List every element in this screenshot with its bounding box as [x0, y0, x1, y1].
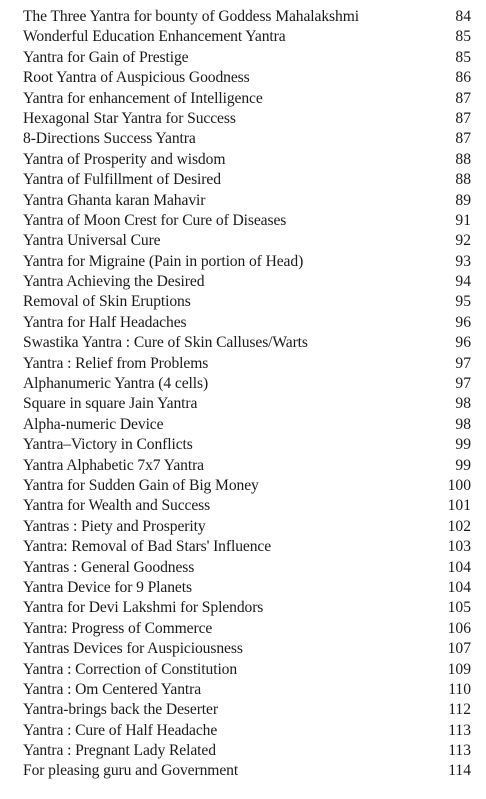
- toc-entry-page-number: 93: [455, 252, 471, 270]
- toc-entry-title: Square in square Jain Yantra: [23, 395, 198, 413]
- toc-entry-title: Yantras Devices for Auspiciousness: [23, 640, 243, 658]
- toc-entry: [0, 761, 486, 781]
- toc-entry: [0, 292, 486, 312]
- toc-entry-page-number: 91: [455, 211, 471, 229]
- toc-entry-page-number: 85: [455, 48, 471, 66]
- toc-entry-title: Yantra Universal Cure: [23, 232, 161, 250]
- table-of-contents: [0, 7, 486, 782]
- toc-entry: [0, 231, 486, 251]
- toc-entry: [0, 48, 486, 68]
- toc-entry-title: Yantra of Moon Crest for Cure of Diseases: [23, 211, 287, 229]
- toc-entry: [0, 109, 486, 129]
- toc-entry-page-number: 94: [455, 273, 471, 291]
- toc-entry: [0, 476, 486, 496]
- toc-entry: [0, 435, 486, 455]
- toc-entry-title: Wonderful Education Enhancement Yantra: [23, 28, 286, 46]
- toc-entry: [0, 619, 486, 639]
- toc-entry-title: Yantra: Removal of Bad Stars' Influence: [23, 538, 272, 556]
- toc-entry-page-number: 87: [455, 109, 471, 127]
- toc-entry: [0, 27, 486, 47]
- toc-entry-title: Yantra Ghanta karan Mahavir: [23, 191, 206, 209]
- toc-entry-title: Yantra for Devi Lakshmi for Splendors: [23, 599, 264, 617]
- toc-entry-page-number: 101: [447, 497, 471, 515]
- toc-entry-page-number: 113: [448, 742, 471, 760]
- toc-entry: [0, 660, 486, 680]
- toc-entry: [0, 170, 486, 190]
- toc-entry: [0, 272, 486, 292]
- toc-entry-page-number: 100: [447, 476, 471, 494]
- toc-entry-title: Yantra for Sudden Gain of Big Money: [23, 476, 259, 494]
- toc-entry-title: Swastika Yantra : Cure of Skin Calluses/Warts: [23, 334, 308, 352]
- toc-entry-title: Yantra Alphabetic 7x7 Yantra: [23, 456, 204, 474]
- toc-entry: [0, 680, 486, 700]
- toc-entry-page-number: 97: [455, 354, 471, 372]
- toc-entry-title: Yantra for Migraine (Pain in portion of Head): [23, 252, 304, 270]
- toc-entry: [0, 150, 486, 170]
- toc-entry-title: 8-Directions Success Yantra: [23, 130, 196, 148]
- toc-entry-page-number: 99: [455, 436, 471, 454]
- toc-entry-title: Yantra of Fulfillment of Desired: [23, 171, 221, 189]
- toc-entry-title: Yantra for enhancement of Intelligence: [23, 89, 263, 107]
- toc-entry: [0, 741, 486, 761]
- toc-entry: [0, 578, 486, 598]
- toc-entry: [0, 598, 486, 618]
- toc-entry-page-number: 98: [455, 395, 471, 413]
- toc-entry-title: Yantra-brings back the Deserter: [23, 701, 218, 719]
- toc-entry-title: For pleasing guru and Government: [23, 762, 239, 780]
- toc-entry: [0, 333, 486, 353]
- toc-entry-page-number: 98: [455, 415, 471, 433]
- toc-entry: [0, 89, 486, 109]
- toc-entry: [0, 558, 486, 578]
- toc-entry-title: Removal of Skin Eruptions: [23, 293, 191, 311]
- toc-entry-page-number: 109: [447, 660, 471, 678]
- toc-entry-page-number: 88: [455, 171, 471, 189]
- toc-entry: [0, 639, 486, 659]
- toc-entry: [0, 517, 486, 537]
- toc-entry-title: Yantra : Cure of Half Headache: [23, 721, 218, 739]
- toc-entry: [0, 374, 486, 394]
- toc-entry: [0, 394, 486, 414]
- toc-entry: [0, 415, 486, 435]
- toc-entry-title: Yantra for Half Headaches: [23, 313, 187, 331]
- toc-entry: [0, 7, 486, 27]
- toc-entry-title: Alphanumeric Yantra (4 cells): [23, 375, 209, 393]
- toc-entry-page-number: 113: [448, 721, 471, 739]
- toc-entry-page-number: 112: [448, 701, 471, 719]
- toc-entry: [0, 496, 486, 516]
- toc-entry: [0, 211, 486, 231]
- toc-entry: [0, 700, 486, 720]
- toc-entry-page-number: 104: [447, 578, 471, 596]
- toc-entry-title: Yantra : Pregnant Lady Related: [23, 742, 216, 760]
- toc-entry-title: Yantra : Om Centered Yantra: [23, 680, 202, 698]
- toc-entry-page-number: 97: [455, 375, 471, 393]
- toc-entry-page-number: 105: [447, 599, 471, 617]
- toc-entry-page-number: 89: [455, 191, 471, 209]
- toc-entry-page-number: 99: [455, 456, 471, 474]
- toc-entry-title: Yantra : Correction of Constitution: [23, 660, 238, 678]
- toc-entry-page-number: 92: [455, 232, 471, 250]
- toc-entry: [0, 68, 486, 88]
- toc-entry-page-number: 88: [455, 150, 471, 168]
- toc-entry-page-number: 87: [455, 89, 471, 107]
- toc-entry-title: Yantra–Victory in Conflicts: [23, 436, 193, 454]
- toc-entry-title: Yantra : Relief from Problems: [23, 354, 209, 372]
- toc-entry-page-number: 85: [455, 28, 471, 46]
- toc-entry: [0, 191, 486, 211]
- toc-entry-title: Yantras : Piety and Prosperity: [23, 517, 206, 535]
- toc-entry: [0, 456, 486, 476]
- toc-entry: [0, 313, 486, 333]
- toc-entry: [0, 129, 486, 149]
- toc-entry-title: Alpha-numeric Device: [23, 415, 164, 433]
- toc-entry-page-number: 96: [455, 334, 471, 352]
- toc-entry-title: The Three Yantra for bounty of Goddess Mahalakshmi: [23, 8, 359, 25]
- toc-entry-page-number: 87: [455, 130, 471, 148]
- toc-entry: [0, 252, 486, 272]
- toc-entry-page-number: 103: [447, 538, 471, 556]
- toc-entry-page-number: 102: [447, 517, 471, 535]
- toc-entry-title: Hexagonal Star Yantra for Success: [23, 109, 236, 127]
- toc-entry-page-number: 114: [448, 762, 471, 780]
- toc-entry-page-number: 84: [455, 8, 471, 25]
- toc-entry: [0, 537, 486, 557]
- toc-entry: [0, 354, 486, 374]
- toc-entry-page-number: 95: [455, 293, 471, 311]
- toc-entry-title: Yantra of Prosperity and wisdom: [23, 150, 226, 168]
- toc-entry-page-number: 96: [455, 313, 471, 331]
- toc-entry-page-number: 106: [447, 619, 471, 637]
- toc-entry-title: Yantra for Gain of Prestige: [23, 48, 189, 66]
- toc-entry-title: Yantra Device for 9 Planets: [23, 578, 192, 596]
- toc-entry-title: Root Yantra of Auspicious Goodness: [23, 69, 250, 87]
- toc-entry-title: Yantra: Progress of Commerce: [23, 619, 213, 637]
- toc-entry-title: Yantra Achieving the Desired: [23, 273, 205, 291]
- toc-entry-title: Yantra for Wealth and Success: [23, 497, 211, 515]
- toc-entry: [0, 721, 486, 741]
- toc-entry-page-number: 107: [447, 640, 471, 658]
- toc-entry-title: Yantras : General Goodness: [23, 558, 195, 576]
- toc-entry-page-number: 104: [447, 558, 471, 576]
- toc-entry-page-number: 110: [448, 680, 471, 698]
- toc-entry-page-number: 86: [455, 69, 471, 87]
